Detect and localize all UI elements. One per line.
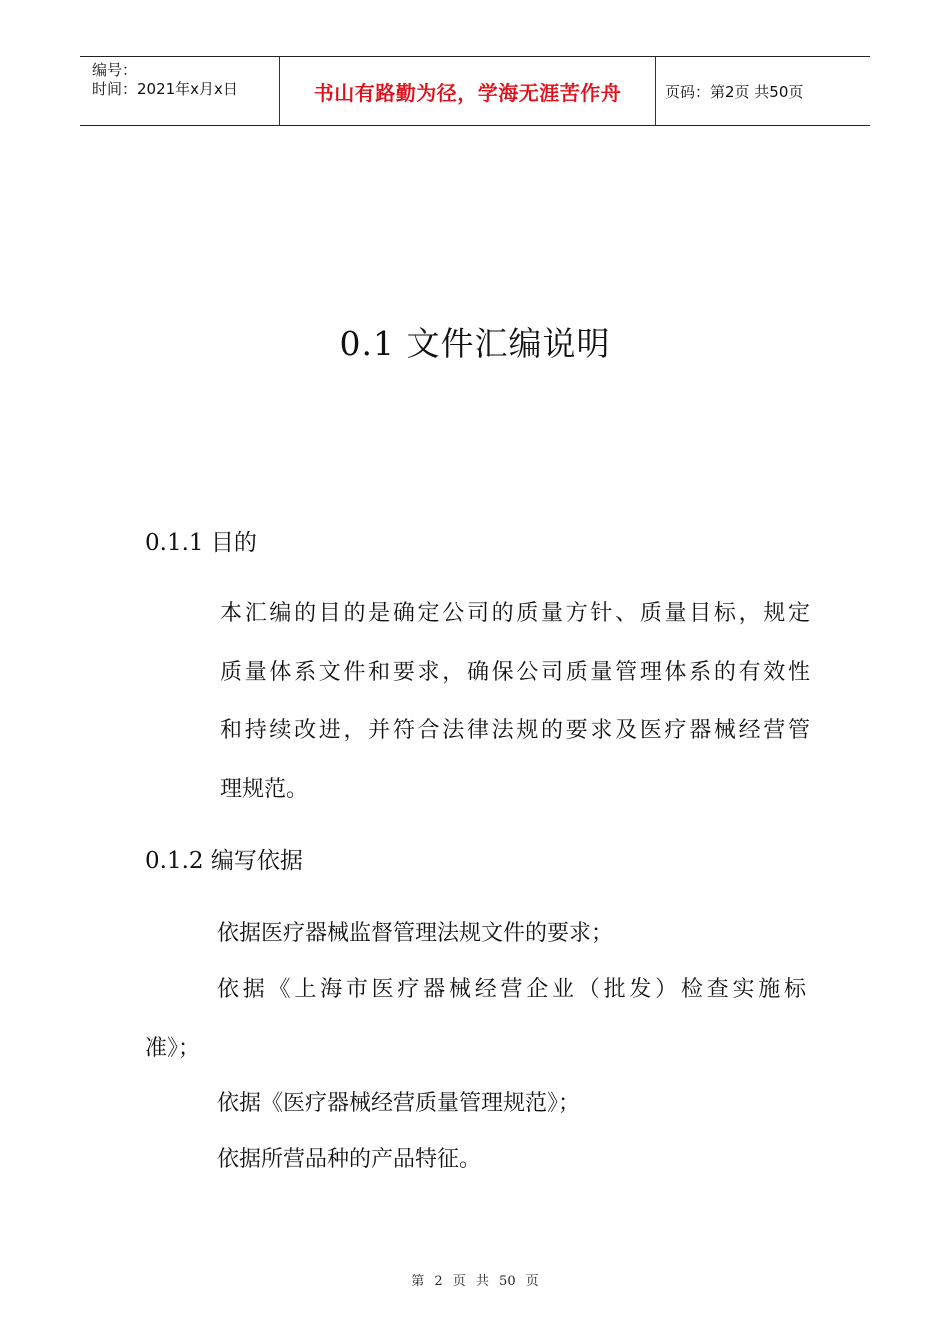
- header-motto: 书山有路勤为径，学海无涯苦作舟: [280, 57, 656, 125]
- paragraph-line: 和持续改进，并符合法律法规的要求及医疗器械经营管: [220, 718, 810, 743]
- paragraph-line: 质量体系文件和要求，确保公司质量管理体系的有效性: [220, 659, 810, 685]
- basis-item: 依据《医疗器械经营质量管理规范》；: [217, 1091, 581, 1116]
- section-heading-basis: 0.1.2 编写依据: [145, 848, 303, 874]
- serial-label: 编号：: [92, 61, 138, 79]
- time-label: 时间：2021年x月x日: [92, 80, 238, 98]
- paragraph-line: 理规范。: [220, 776, 309, 802]
- basis-item: 依据《上海市医疗器械经营企业（批发）检查实施标: [217, 977, 807, 1002]
- page-footer: 第 2 页 共 50 页: [411, 1274, 539, 1289]
- basis-item: 依据医疗器械监督管理法规文件的要求；: [217, 921, 614, 946]
- basis-item-continuation: 准》；: [145, 1036, 201, 1061]
- document-title: 0.1 文件汇编说明: [339, 324, 611, 363]
- paragraph-line: 本汇编的目的是确定公司的质量方针、质量目标，规定: [220, 601, 810, 626]
- purpose-paragraph: [220, 585, 810, 819]
- page-header: [80, 56, 870, 126]
- basis-item: 依据所营品种的产品特征。: [217, 1147, 482, 1172]
- header-meta: [80, 57, 280, 125]
- header-page-info: 页码：第2页 共50页: [665, 82, 804, 101]
- section-heading-purpose: 0.1.1 目的: [145, 530, 257, 556]
